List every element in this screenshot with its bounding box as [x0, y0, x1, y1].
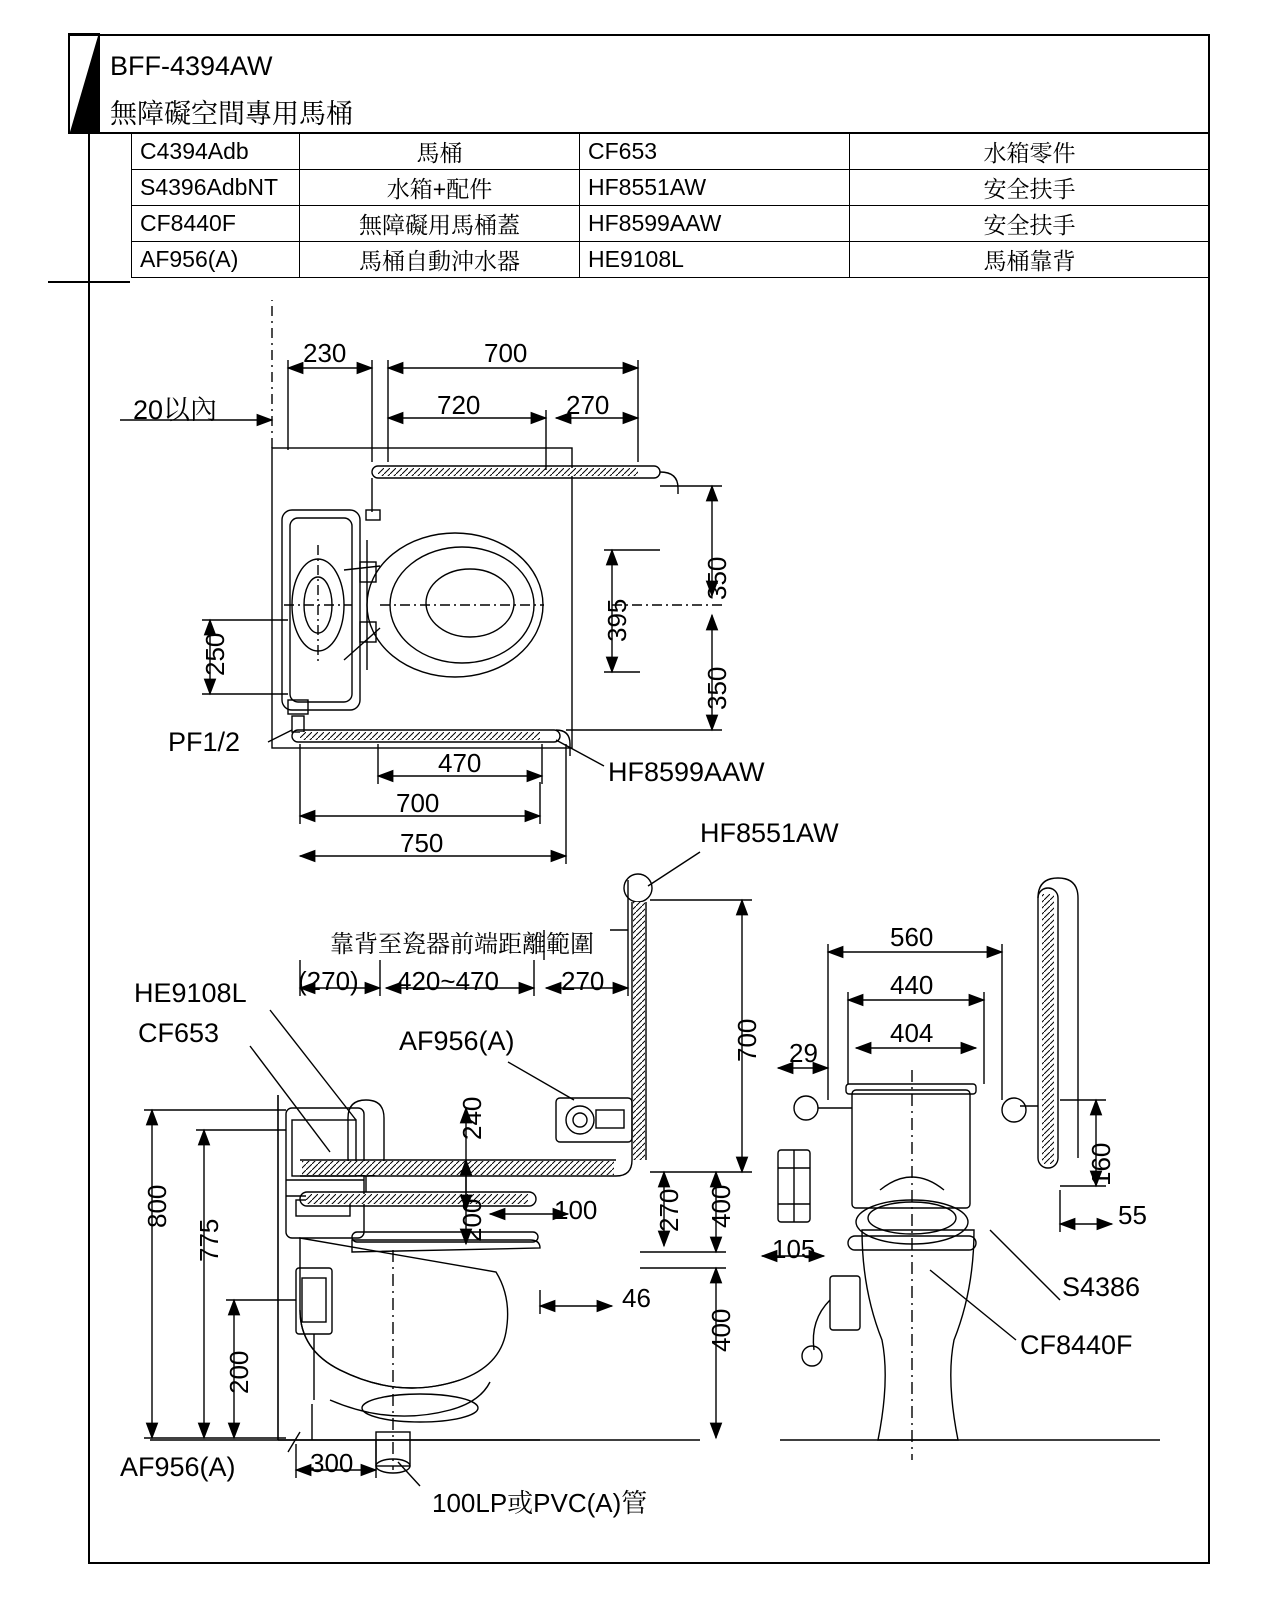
dim-240: 240 [457, 1096, 487, 1140]
dim-700-bottom: 700 [396, 788, 440, 818]
dim-29: 29 [789, 1038, 818, 1068]
dim-200-low: 200 [224, 1350, 254, 1394]
dim-105: 105 [772, 1234, 816, 1264]
label-pf: PF1/2 [168, 727, 241, 757]
dim-270-paren: (270) [298, 966, 359, 996]
dim-404: 404 [890, 1018, 934, 1048]
dim-400-upper: 400 [706, 1184, 736, 1228]
dim-300: 300 [310, 1448, 354, 1478]
cell-name: 水箱零件 [850, 134, 1210, 170]
cell-code: HE9108L [580, 242, 850, 278]
dim-200: 200 [457, 1198, 487, 1242]
dim-720: 720 [437, 390, 481, 420]
label-af956-top: AF956(A) [399, 1026, 515, 1056]
cell-name: 馬桶自動沖水器 [300, 242, 580, 278]
cell-code: CF8440F [132, 206, 300, 242]
dim-775: 775 [194, 1218, 224, 1262]
dim-270-right: 270 [654, 1188, 684, 1232]
cell-code: C4394Adb [132, 134, 300, 170]
dim-440: 440 [890, 970, 934, 1000]
dim-46: 46 [622, 1283, 651, 1313]
dim-160: 160 [1086, 1142, 1116, 1186]
label-af956-bottom: AF956(A) [120, 1452, 236, 1482]
label-he9108l: HE9108L [134, 978, 247, 1008]
dim-560: 560 [890, 922, 934, 952]
model-code: BFF-4394AW [110, 51, 273, 81]
dim-420-470: 420~470 [397, 966, 499, 996]
cell-code: AF956(A) [132, 242, 300, 278]
dim-55: 55 [1118, 1200, 1147, 1230]
note-backrest-range: 靠背至瓷器前端距離範圍 [330, 931, 594, 958]
cell-name: 無障礙用馬桶蓋 [300, 206, 580, 242]
dim-395: 395 [602, 598, 632, 642]
dim-750: 750 [400, 828, 444, 858]
dim-700-top: 700 [484, 338, 528, 368]
cell-code: CF653 [580, 134, 850, 170]
cell-name: 安全扶手 [850, 170, 1210, 206]
cell-code: S4396AdbNT [132, 170, 300, 206]
dim-230: 230 [303, 338, 347, 368]
dim-100: 100 [554, 1195, 598, 1225]
dim-250: 250 [200, 632, 230, 676]
model-name: 無障礙空間專用馬桶 [110, 99, 353, 129]
cell-name: 馬桶靠背 [850, 242, 1210, 278]
label-hf8551aw: HF8551AW [700, 818, 839, 848]
dim-20-within: 20以內 [133, 395, 218, 425]
cell-code: HF8551AW [580, 170, 850, 206]
label-s4386: S4386 [1062, 1272, 1141, 1302]
label-cf653: CF653 [138, 1018, 220, 1048]
cell-name: 馬桶 [300, 134, 580, 170]
dim-470: 470 [438, 748, 482, 778]
dim-350-lower: 350 [702, 666, 732, 710]
label-hf8599aaw: HF8599AAW [608, 757, 765, 787]
label-cf8440f: CF8440F [1020, 1330, 1133, 1360]
dim-800: 800 [142, 1184, 172, 1228]
dim-400-lower: 400 [706, 1308, 736, 1352]
dim-700-side: 700 [732, 1018, 762, 1062]
note-pipe: 100LP或PVC(A)管 [432, 1488, 648, 1518]
cell-code: HF8599AAW [580, 206, 850, 242]
cell-name: 水箱+配件 [300, 170, 580, 206]
dim-270-side: 270 [561, 966, 605, 996]
cell-name: 安全扶手 [850, 206, 1210, 242]
dim-350-upper: 350 [702, 556, 732, 600]
dim-270-plan: 270 [566, 390, 610, 420]
